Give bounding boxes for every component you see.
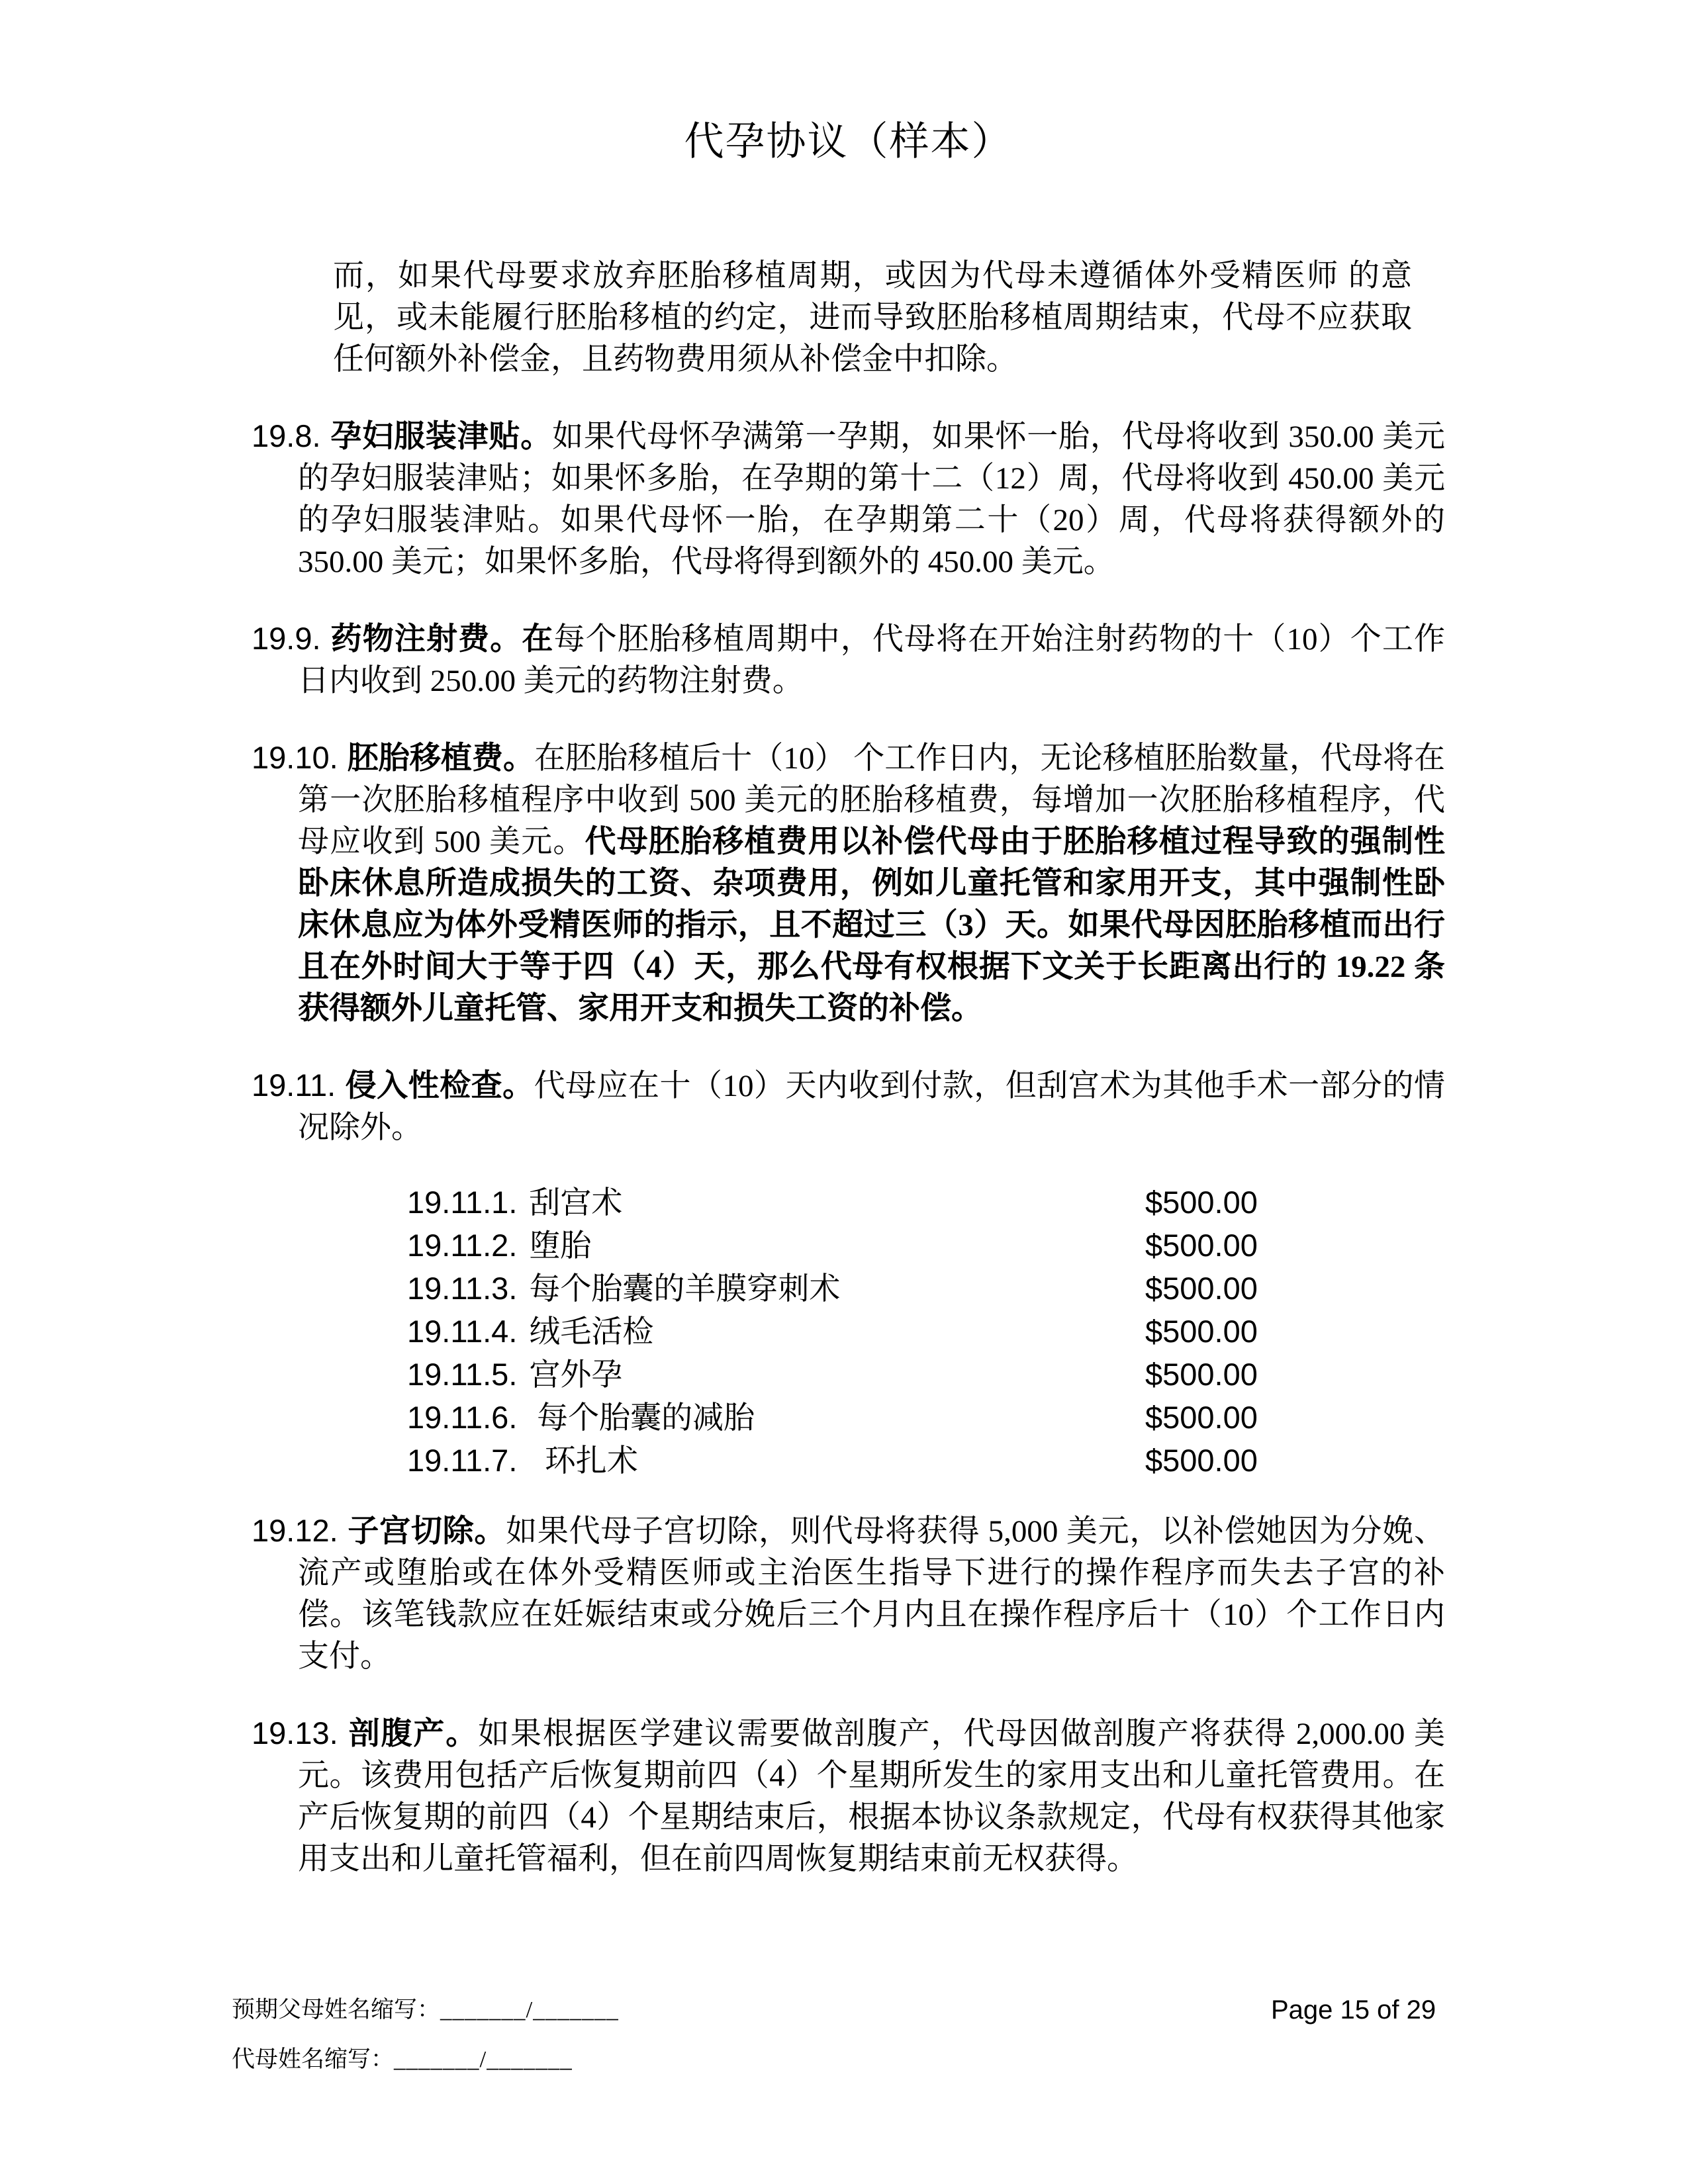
- section-number: 19.9.: [252, 621, 321, 656]
- fee-item-number: 19.11.2.: [407, 1228, 518, 1263]
- footer-line-intended-parents: [232, 1993, 619, 2026]
- fee-item-number: 19.11.5.: [407, 1357, 518, 1392]
- section-19-8: [252, 415, 1445, 583]
- fee-item-price: $500.00: [1145, 1400, 1258, 1435]
- fee-item-name: 绒毛活检: [529, 1315, 654, 1349]
- section-heading: 孕妇服装津贴。: [330, 420, 553, 454]
- section-number: 19.12.: [252, 1513, 338, 1548]
- fee-item-number: 19.11.6.: [407, 1400, 518, 1435]
- section-text: 代母应在十（10）天内收到付款，但刮宫术为其他手术一部分的情况除外。: [298, 1069, 1446, 1145]
- document-body: [252, 415, 1445, 1880]
- section-19-11: [252, 1064, 1445, 1149]
- fee-list: [252, 1181, 1445, 1482]
- section-text: 如果代母子宫切除，则代母将获得 5,000 美元，以补偿她因为分娩、流产或堕胎或在体外受精医师或主治医生指导下进行的操作程序而失去子宫的补偿。该笔钱款应在妊娠结束或分娩后三个月内且在操作程序后十（10）个工作日内支付。: [298, 1514, 1446, 1674]
- fee-item-price: $500.00: [1145, 1443, 1258, 1478]
- intended-parents-initials-label: 预期父母姓名缩写：: [232, 1997, 441, 2023]
- fee-item-name: 每个胎囊的羊膜穿刺术: [529, 1272, 841, 1306]
- fee-item-name: 刮宫术: [529, 1186, 623, 1220]
- document-content: [252, 0, 1445, 1880]
- section-heading: 侵入性检查。: [345, 1069, 534, 1103]
- section-19-10: [252, 737, 1445, 1030]
- section-heading: 药物注射费。在: [330, 622, 554, 657]
- fee-item-name: 环扎术: [529, 1444, 638, 1479]
- page-number: Page 15 of 29: [1271, 1995, 1436, 2025]
- section-text: 在胚胎移植后十（10） 个工作日内，无论移植胚胎数量，代母将在第一次胚胎移植程序中收到 500 美元的胚胎移植费，每增加一次胚胎移植程序，代母应收到 500 美元。: [298, 741, 1446, 859]
- fee-item-name: 每个胎囊的减胎: [529, 1401, 755, 1435]
- fee-item-price: $500.00: [1145, 1228, 1258, 1263]
- surrogate-initials-label: 代母姓名缩写：: [232, 2046, 395, 2072]
- fee-list-item: [252, 1439, 1445, 1482]
- section-number: 19.8.: [252, 418, 321, 453]
- section-number: 19.13.: [252, 1715, 338, 1751]
- section-19-12: [252, 1510, 1445, 1678]
- section-number: 19.10.: [252, 740, 338, 775]
- section-text: 如果根据医学建议需要做剖腹产，代母因做剖腹产将获得 2,000.00 美元。该费用包括产后恢复期前四（4）个星期所发生的家用支出和儿童托管费用。在产后恢复期的前四（4）个星期结束后，根据本协议条款规定，代母有权获得其他家用支出和儿童托管福利，但在前四周恢复期结束前无权获得。: [298, 1717, 1446, 1876]
- document-title: 代孕协议（样本）: [684, 120, 1013, 163]
- footer-line-surrogate: [232, 2043, 619, 2076]
- section-19-9: [252, 617, 1445, 702]
- fee-item-number: 19.11.1.: [407, 1185, 518, 1220]
- fee-list-item: [252, 1353, 1445, 1396]
- section-heading: 剖腹产。: [347, 1717, 479, 1751]
- fee-list-item: [252, 1267, 1445, 1310]
- section-heading: 胚胎移植费。: [347, 741, 534, 776]
- section-19-13: [252, 1712, 1445, 1880]
- fee-item-name: 宫外孕: [529, 1358, 623, 1392]
- fee-list-item: [252, 1224, 1445, 1267]
- footer-initials-block: [232, 1993, 619, 2076]
- section-heading: 子宫切除。: [347, 1514, 506, 1549]
- section-heading: 代母胚胎移植费用以补偿代母由于胚胎移植过程导致的强制性卧床休息所造成损失的工资、杂项费用，例如儿童托管和家用开支，其中强制性卧床休息应为体外受精医师的指示，且不超过三（3）天。如果代母因胚胎移植而出行且在外时间大于等于四（4）天，那么代母有权根据下文关于长距离出行的 19.22 条获得额外儿童托管、家用开支和损失工资的补偿。: [298, 825, 1446, 1026]
- fee-item-number: 19.11.4.: [407, 1314, 518, 1349]
- surrogate-initials-blank[interactable]: _______/_______: [394, 2046, 573, 2072]
- fee-item-price: $500.00: [1145, 1185, 1258, 1220]
- section-number: 19.11.: [252, 1068, 336, 1103]
- section-text: 每个胚胎移植周期中，代母将在开始注射药物的十（10）个工作日内收到 250.00 美元的药物注射费。: [298, 622, 1446, 698]
- fee-item-number: 19.11.7.: [407, 1443, 518, 1478]
- section-text: 如果代母怀孕满第一孕期，如果怀一胎，代母将收到 350.00 美元的孕妇服装津贴；如果怀多胎，在孕期的第十二（12）周，代母将收到 450.00 美元的孕妇服装津贴。如果代母怀一胎，在孕期第二十（20）周，代母将获得额外的 350.00 美元；如果怀多胎，代母将得到额外的 450.00 美元。: [298, 420, 1446, 579]
- fee-item-price: $500.00: [1145, 1271, 1258, 1306]
- intro-paragraph: 而，如果代母要求放弃胚胎移植周期，或因为代母未遵循体外受精医师 的意见，或未能履行胚胎移植的约定，进而导致胚胎移植周期结束，代母不应获取任何额外补偿金，且药物费用须从补偿金中扣除。: [333, 259, 1412, 377]
- fee-list-item: [252, 1310, 1445, 1353]
- fee-item-price: $500.00: [1145, 1314, 1258, 1349]
- intended-parents-initials-blank[interactable]: _______/_______: [440, 1997, 619, 2023]
- fee-item-number: 19.11.3.: [407, 1271, 518, 1306]
- fee-list-item: [252, 1181, 1445, 1224]
- fee-list-item: [252, 1396, 1445, 1439]
- fee-item-name: 堕胎: [529, 1229, 592, 1263]
- fee-item-price: $500.00: [1145, 1357, 1258, 1392]
